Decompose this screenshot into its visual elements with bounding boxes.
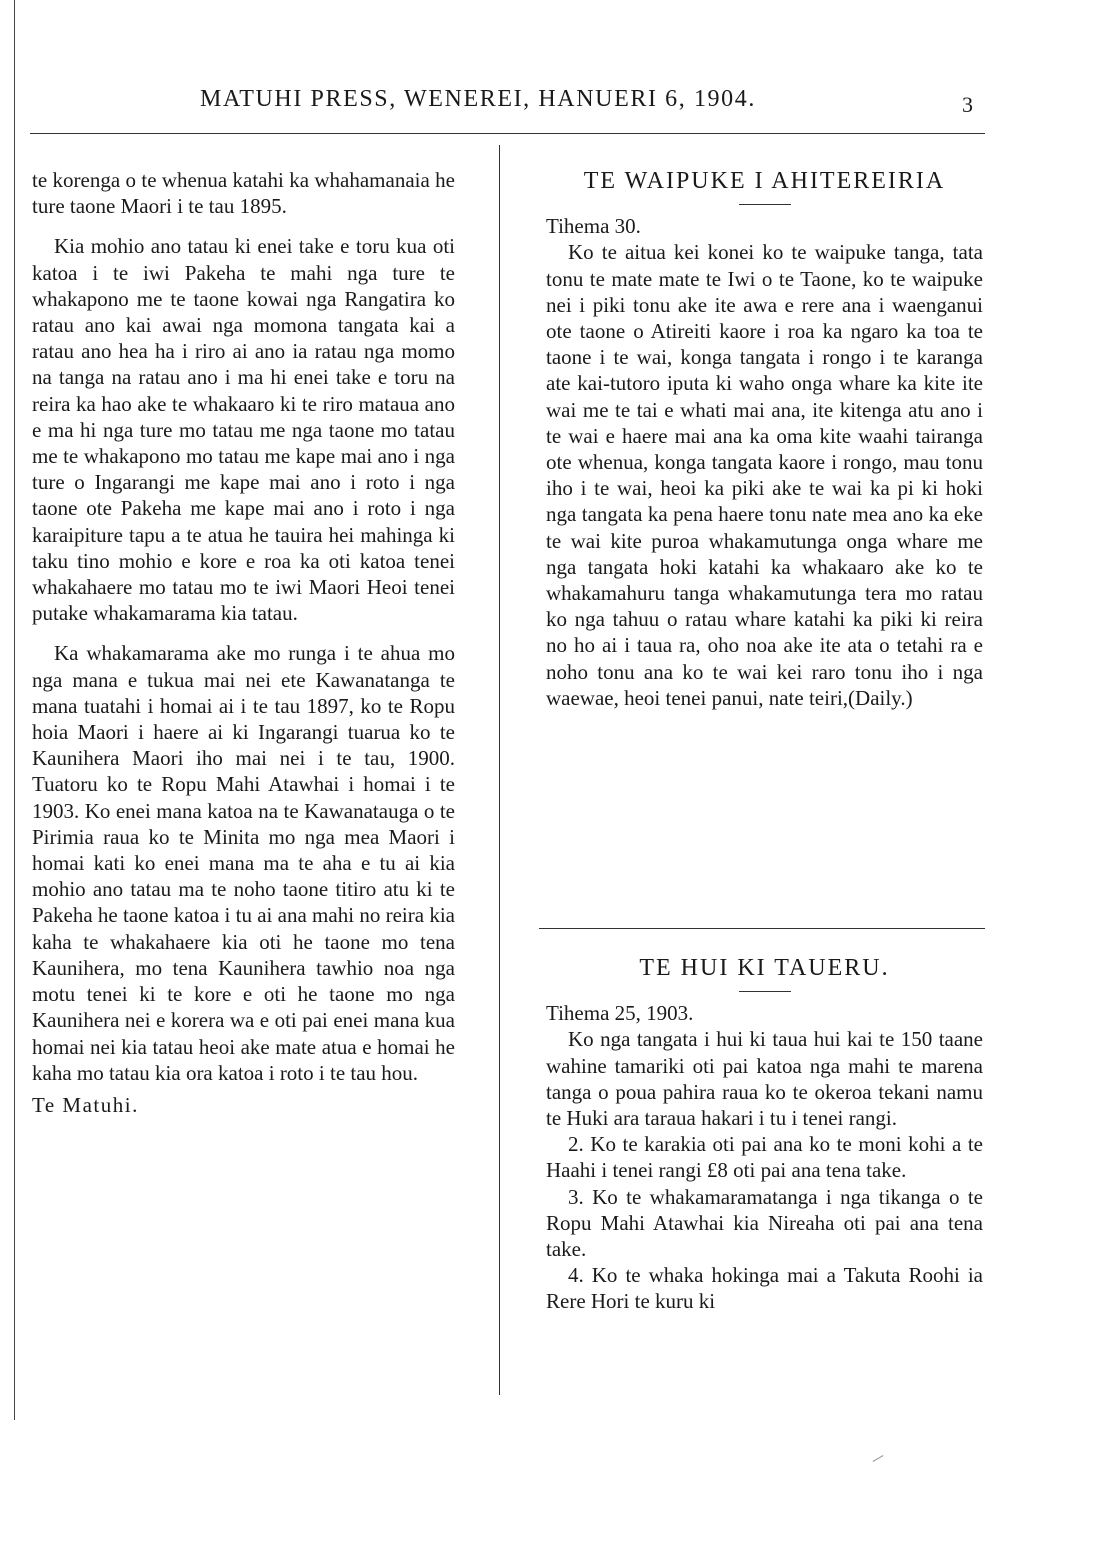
article-hui-date: Tihema 25, 1903. [546, 1001, 694, 1026]
article-waipuke-title: TE WAIPUKE I AHITEREIRIA [583, 168, 946, 194]
masthead: MATUHI PRESS, WENEREI, HANUERI 6, 1904. [200, 86, 756, 112]
page-edge-line [14, 0, 15, 1420]
page-number: 3 [962, 92, 973, 117]
left-paragraph-3: Ka whakamarama ake mo runga i te ahua mo nga mana e tukua mai nei ete Kawanatanga te mana tuatahi i homai ai i te tau 1897, ko te Ropu hoia Maori i haere ai ki Ingarangi tuarua ko te Kaunihera Maori iho mai nei i te tau, 1900. Tuatoru ko te Ropu Mahi Atawhai i homai i te 1903. Ko enei mana katoa na te Kawanatauga o te Pirimia raua ko te Minita mo nga mea Maori i homai kati ko enei mana ma te aha e tu ai kia mohio ano tatau ma te noho taone titiro atu ki te Pakeha he taone katoa i tu ai ana mahi no reira kia kaha te whakahaere kia oti he taone mo tena Kaunihera, mo tena Kaunihera tawhio noa nga motu tenei ki te kore e oti he taone mo nga Kaunihera nei e korera wa e oti pai enei mana kua homai nei kia tatau heoi ake mate atua e homai he kaha mo tatau kia ora katoa i roto i te tau hou. [32, 641, 455, 1085]
article-hui-title-rule [739, 991, 791, 992]
article-waipuke [546, 168, 983, 711]
article-waipuke-date: Tihema 30. [546, 214, 641, 239]
header-rule [30, 133, 985, 134]
left-column [32, 167, 455, 1118]
left-paragraph-2: Kia mohio ano tatau ki enei take e toru kua oti katoa i te iwi Pakeha te mahi nga ture te whakapono me te taone kowai nga Rangatira ko ratau ano kai awai nga momona tangata kai a ratau ano hea ha i riro ai ano ia ratau nga momo na tanga na ratau ano i ma hi enei take e toru na reira ka hao ake te whakaaro ki te riro mataua ano e ma hi nga ture mo tatau me nga taone mo tatau me te whakapono mo tatau me kape mai ano i nga ture o Ingarangi me kape mai ano i roto i nga taone ote Pakeha me kape mai ano i roto i nga karaipiture tapu a te atua he tauira hei mahinga ki taku tino mohio e kore e roa ka oti katoa tenei whakahaere mo tatau mo te iwi Maori Heoi tenei putake whakamarama kia tatau. [32, 234, 455, 626]
article-hui-item-2: 2. Ko te karakia oti pai ana ko te moni kohi a te Haahi i tenei rangi £8 oti pai ana tena take. [546, 1132, 983, 1183]
article-hui [546, 955, 983, 1315]
section-rule [539, 928, 985, 929]
article-waipuke-body: Ko te aitua kei konei ko te waipuke tanga, tata tonu te mate mate te Iwi o te Taone, ko te waipuke nei i piki tonu ake ite awa e rere ana i waenganui ote taone o Atireiti kaore i roa ka ngaro ka toa te taone i te wai, konga tangata i rongo i te karanga ate kai-tutoro iputa ki waho onga whare ka kite ite wai me te tai e whati mai ana, ite kitenga atu ano i te wai e haere mai ana ka oma kite waahi tairanga ote whenua, konga tangata kaore i rongo, mau tonu iho i te wai, heoi ka piki ake te wai ka pi ki hoki nga tangata ka pena haere tonu nate mea ano ka eke te wai kite puroa whakamutunga onga whare me nga tangata hoki katahi ka whakaaro ake ko te whakamahuru tanga whakamutunga tera mo ratau ko nga tahuu o ratau whare katahi ka piki ki reira no ho ai i taua ra, oho noa ake ite ata o tetahi ra e noho tonu ana ko te wai kei raro tonu iho i nga waewae, heoi tenei panui, nate teiri,(Daily.) [546, 240, 983, 710]
article-hui-title: TE HUI KI TAUERU. [639, 955, 890, 981]
column-divider [499, 145, 500, 1395]
article-hui-item-1: Ko nga tangata i hui ki taua hui kai te 150 taane wahine tamariki oti pai katoa nga mahi te marena tanga o poua pahira raua ko te okeroa tekani namu te Huki ara taraua hakari i tu i tenei rangi. [546, 1027, 983, 1131]
article-hui-item-4: 4. Ko te whaka hokinga mai a Takuta Roohi ia Rere Hori te kuru ki [546, 1263, 983, 1314]
stray-print-mark [873, 1455, 884, 1462]
signature: Te Matuhi. [32, 1092, 139, 1117]
article-waipuke-title-rule [739, 204, 791, 205]
left-paragraph-1: te korenga o te whenua katahi ka whahamanaia he ture taone Maori i te tau 1895. [32, 168, 455, 219]
article-hui-item-3: 3. Ko te whakamaramatanga i nga tikanga o te Ropu Mahi Atawhai kia Nireaha oti pai ana tena take. [546, 1184, 983, 1262]
